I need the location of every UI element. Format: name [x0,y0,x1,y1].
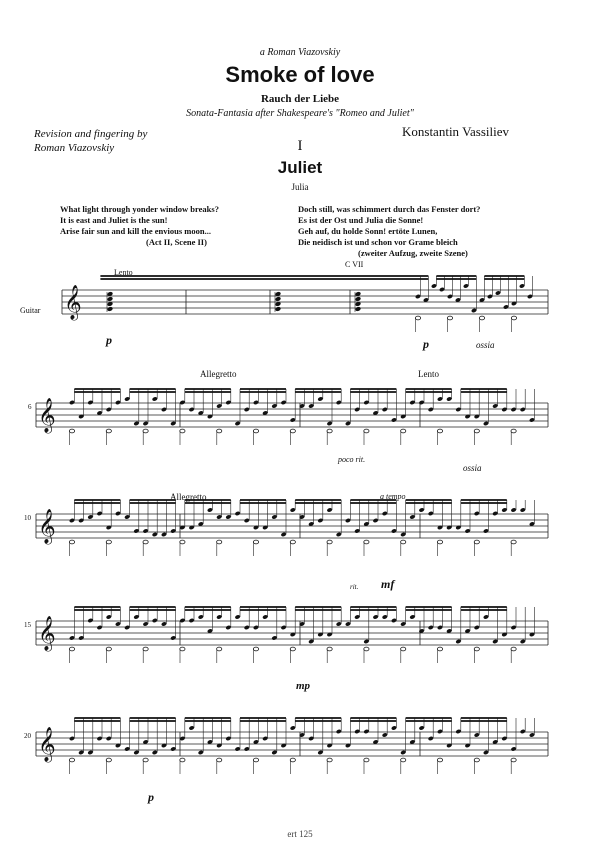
chord-note [107,306,114,312]
bass-note-head [253,758,258,762]
bass-note-head [69,429,74,433]
bass-note-head [401,429,406,433]
bass-note-head [143,647,148,651]
bass-note-head [401,758,406,762]
system-number: 20 [24,732,31,740]
bass-note-head [290,647,295,651]
tempo-allegretto-2: Allegretto [170,492,207,502]
instrument-label: Guitar [20,306,41,315]
ossia-marking-2: ossia [463,463,482,473]
bass-note-head [511,316,516,320]
revision-line-2: Roman Viazovskiy [34,142,115,154]
system-number: 10 [24,514,31,522]
chord-note [275,306,282,312]
quote-de-source: (zweiter Aufzug, zweite Szene) [358,248,468,258]
bass-note-head [69,758,74,762]
quote-en-line: Arise fair sun and kill the envious moon... [60,226,211,236]
bass-note-head [474,429,479,433]
chord-note [355,296,362,302]
bass-note-head [217,647,222,651]
bass-note-head [474,758,479,762]
dynamic-p-1: p [106,333,112,347]
treble-clef-icon: 𝄞 [38,509,56,544]
score-title: Smoke of love [225,62,375,87]
treble-clef-icon: 𝄞 [38,727,56,762]
bass-note-head [143,540,148,544]
chord-note [275,296,282,302]
tempo-lento-2: Lento [418,369,439,379]
bass-note-head [106,758,111,762]
bass-note-head [415,316,420,320]
chord-note [355,306,362,312]
bass-note-head [364,758,369,762]
dynamic-mf: mf [381,577,395,591]
bass-note-head [180,758,185,762]
bass-note-head [401,540,406,544]
system-number: 15 [24,621,31,629]
poco-rit-marking: poco rit. [338,455,366,464]
quote-en-line: What light through yonder window breaks? [60,204,219,214]
bass-note-head [143,429,148,433]
bass-note-head [106,647,111,651]
quote-de-line: Die neidisch ist und schon vor Grame bleich [298,237,458,247]
quote-en-line: It is east and Juliet is the sun! [60,215,168,225]
quote-en-source: (Act II, Scene II) [146,237,207,247]
dynamic-mp: mp [296,680,311,692]
quote-de-line: Geh auf, du holde Sonn! ertöte Lunen, [298,226,438,236]
a-tempo-marking: a tempo [380,492,406,501]
bass-note-head [511,540,516,544]
bass-note-head [106,429,111,433]
bass-note-head [437,647,442,651]
bass-note-head [290,429,295,433]
bass-note-head [511,647,516,651]
bass-note-head [364,647,369,651]
page-footer: ert 125 [287,829,313,839]
bass-note-head [253,647,258,651]
bass-note-head [447,316,452,320]
chord-note [107,296,114,302]
bass-note-head [327,540,332,544]
bass-note-head [474,647,479,651]
bass-note-head [69,540,74,544]
dynamic-p-3: p [148,790,154,804]
treble-clef-icon: 𝄞 [38,398,56,433]
bass-note-head [143,758,148,762]
bass-note-head [474,540,479,544]
bass-note-head [327,758,332,762]
bass-note-head [437,758,442,762]
movement-subtitle: Julia [291,182,309,192]
bass-note-head [511,758,516,762]
bass-note-head [290,758,295,762]
tempo-lento-1: Lento [114,268,133,277]
bass-note-head [217,429,222,433]
movement-title: Juliet [277,158,323,177]
bass-note-head [180,647,185,651]
bass-note-head [180,540,185,544]
position-marking: C VII [345,260,364,269]
bass-note-head [253,540,258,544]
treble-clef-icon: 𝄞 [64,285,82,320]
quote-de-line: Doch still, was schimmert durch das Fenster dort? [298,204,481,214]
movement-number: I [297,138,303,154]
system-number: 6 [28,403,32,411]
bass-note-head [69,647,74,651]
bass-note-head [479,316,484,320]
bass-note-head [217,540,222,544]
dynamic-p-2: p [423,337,429,351]
bass-note-head [217,758,222,762]
bass-note-head [290,540,295,544]
dedication: a Roman Viazovskiy [259,47,341,58]
bass-note-head [253,429,258,433]
ossia-marking: ossia [476,340,495,350]
bass-note-head [511,429,516,433]
bass-note-head [401,647,406,651]
bass-note-head [437,540,442,544]
quote-de-line: Es ist der Ost und Julia die Sonne! [298,215,424,225]
score-subtitle: Rauch der Liebe [260,93,340,105]
composer-name: Konstantin Vassiliev [402,124,510,139]
rit-marking: rit. [350,583,359,591]
bass-note-head [364,540,369,544]
bass-note-head [327,647,332,651]
revision-line-1: Revision and fingering by [34,128,148,140]
bass-note-head [364,429,369,433]
bass-note-head [180,429,185,433]
bass-note-head [327,429,332,433]
treble-clef-icon: 𝄞 [38,616,56,651]
score-subsubtitle: Sonata-Fantasia after Shakespeare's "Romeo and Juliet" [186,108,414,119]
bass-note-head [437,429,442,433]
tempo-allegretto-1: Allegretto [200,369,237,379]
bass-note-head [106,540,111,544]
